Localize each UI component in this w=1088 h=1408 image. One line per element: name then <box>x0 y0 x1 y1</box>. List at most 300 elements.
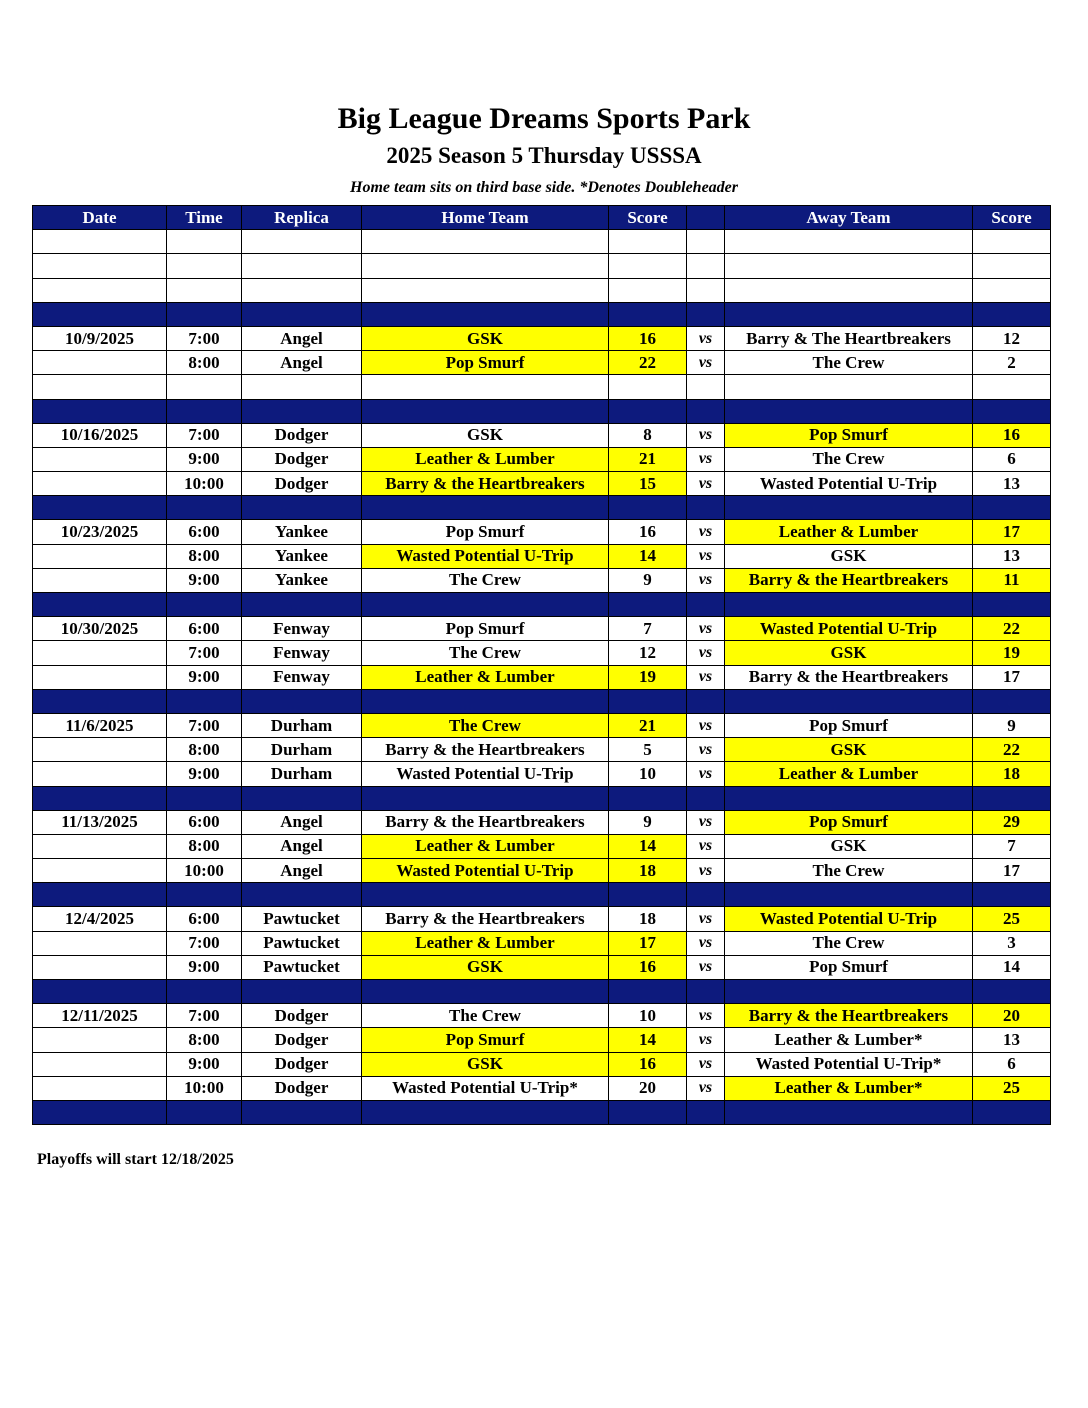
vs-cell: vs <box>687 665 725 689</box>
schedule-note: Home team sits on third base side. *Denotes Doubleheader <box>350 179 738 196</box>
game-row <box>33 326 1051 350</box>
date-cell <box>33 762 167 786</box>
replica-cell: Pawtucket <box>242 907 362 931</box>
away-team-cell: The Crew <box>725 859 973 883</box>
schedule-body <box>33 230 1051 1125</box>
separator-row <box>33 883 1051 907</box>
home-score-cell: 18 <box>609 907 687 931</box>
blank-cell <box>973 278 1051 302</box>
away-score-cell: 6 <box>973 447 1051 471</box>
away-team-cell: Wasted Potential U-Trip <box>725 472 973 496</box>
blank-cell <box>362 1100 609 1124</box>
game-row <box>33 641 1051 665</box>
replica-cell: Dodger <box>242 1052 362 1076</box>
blank-cell <box>167 230 242 254</box>
blank-cell <box>725 689 973 713</box>
home-team-cell: The Crew <box>362 1004 609 1028</box>
vs-cell: vs <box>687 1028 725 1052</box>
home-team-cell: Wasted Potential U-Trip* <box>362 1076 609 1100</box>
away-team-cell: Barry & the Heartbreakers <box>725 1004 973 1028</box>
blank-cell <box>167 883 242 907</box>
replica-cell: Angel <box>242 834 362 858</box>
away-team-cell: Barry & the Heartbreakers <box>725 665 973 689</box>
vs-cell: vs <box>687 931 725 955</box>
col-replica-header: Replica <box>242 206 362 230</box>
blank-cell <box>33 593 167 617</box>
game-row <box>33 472 1051 496</box>
home-score-cell: 20 <box>609 1076 687 1100</box>
blank-cell <box>973 399 1051 423</box>
away-team-cell: Leather & Lumber* <box>725 1028 973 1052</box>
blank-cell <box>33 230 167 254</box>
blank-cell <box>362 278 609 302</box>
away-score-cell: 29 <box>973 810 1051 834</box>
blank-cell <box>609 689 687 713</box>
blank-cell <box>687 230 725 254</box>
time-cell: 9:00 <box>167 762 242 786</box>
vs-cell: vs <box>687 738 725 762</box>
blank-cell <box>242 689 362 713</box>
replica-cell: Dodger <box>242 423 362 447</box>
away-score-cell: 19 <box>973 641 1051 665</box>
time-cell: 6:00 <box>167 907 242 931</box>
home-team-cell: Barry & the Heartbreakers <box>362 472 609 496</box>
replica-cell: Fenway <box>242 641 362 665</box>
home-team-cell: Leather & Lumber <box>362 931 609 955</box>
away-score-cell: 13 <box>973 472 1051 496</box>
home-team-cell: The Crew <box>362 713 609 737</box>
blank-cell <box>242 786 362 810</box>
game-row <box>33 665 1051 689</box>
away-score-cell: 11 <box>973 568 1051 592</box>
blank-cell <box>33 278 167 302</box>
away-team-cell: The Crew <box>725 447 973 471</box>
away-team-cell: Barry & the Heartbreakers <box>725 568 973 592</box>
date-cell <box>33 568 167 592</box>
vs-cell: vs <box>687 955 725 979</box>
time-cell: 10:00 <box>167 859 242 883</box>
blank-cell <box>167 786 242 810</box>
game-row <box>33 617 1051 641</box>
replica-cell: Yankee <box>242 568 362 592</box>
col-time-header: Time <box>167 206 242 230</box>
blank-cell <box>973 593 1051 617</box>
blank-cell <box>609 278 687 302</box>
away-team-cell: Pop Smurf <box>725 810 973 834</box>
blank-cell <box>242 980 362 1004</box>
blank-cell <box>242 375 362 399</box>
blank-cell <box>362 230 609 254</box>
home-score-cell: 22 <box>609 351 687 375</box>
page-title: Big League Dreams Sports Park <box>337 102 751 135</box>
home-score-cell: 7 <box>609 617 687 641</box>
blank-cell <box>725 883 973 907</box>
away-score-cell: 13 <box>973 544 1051 568</box>
date-cell: 10/9/2025 <box>33 326 167 350</box>
blank-cell <box>362 254 609 278</box>
replica-cell: Angel <box>242 326 362 350</box>
time-cell: 9:00 <box>167 447 242 471</box>
home-score-cell: 19 <box>609 665 687 689</box>
replica-cell: Angel <box>242 859 362 883</box>
away-team-cell: Leather & Lumber <box>725 520 973 544</box>
time-cell: 9:00 <box>167 955 242 979</box>
game-row <box>33 351 1051 375</box>
blank-cell <box>33 786 167 810</box>
home-team-cell: The Crew <box>362 568 609 592</box>
game-row <box>33 1052 1051 1076</box>
vs-cell: vs <box>687 1052 725 1076</box>
home-score-cell: 14 <box>609 1028 687 1052</box>
separator-row <box>33 980 1051 1004</box>
home-team-cell: GSK <box>362 423 609 447</box>
blank-cell <box>725 254 973 278</box>
separator-row <box>33 593 1051 617</box>
blank-cell <box>167 302 242 326</box>
vs-cell: vs <box>687 834 725 858</box>
blank-cell <box>167 593 242 617</box>
time-cell: 9:00 <box>167 1052 242 1076</box>
blank-cell <box>687 980 725 1004</box>
blank-cell <box>242 496 362 520</box>
blank-cell <box>973 1100 1051 1124</box>
time-cell: 7:00 <box>167 326 242 350</box>
home-team-cell: Barry & the Heartbreakers <box>362 810 609 834</box>
date-cell: 11/13/2025 <box>33 810 167 834</box>
replica-cell: Pawtucket <box>242 931 362 955</box>
blank-cell <box>973 786 1051 810</box>
home-team-cell: Pop Smurf <box>362 1028 609 1052</box>
away-team-cell: The Crew <box>725 931 973 955</box>
home-team-cell: Pop Smurf <box>362 520 609 544</box>
game-row <box>33 810 1051 834</box>
time-cell: 6:00 <box>167 810 242 834</box>
blank-cell <box>725 375 973 399</box>
empty-row <box>33 254 1051 278</box>
blank-cell <box>725 230 973 254</box>
col-vs-header <box>687 206 725 230</box>
replica-cell: Fenway <box>242 665 362 689</box>
replica-cell: Pawtucket <box>242 955 362 979</box>
blank-cell <box>609 593 687 617</box>
home-score-cell: 17 <box>609 931 687 955</box>
away-team-cell: Pop Smurf <box>725 423 973 447</box>
home-score-cell: 21 <box>609 713 687 737</box>
home-team-cell: GSK <box>362 955 609 979</box>
replica-cell: Fenway <box>242 617 362 641</box>
blank-cell <box>362 593 609 617</box>
home-score-cell: 16 <box>609 1052 687 1076</box>
game-row <box>33 834 1051 858</box>
blank-cell <box>973 302 1051 326</box>
blank-cell <box>33 375 167 399</box>
home-team-cell: Leather & Lumber <box>362 834 609 858</box>
home-team-cell: Barry & the Heartbreakers <box>362 907 609 931</box>
blank-cell <box>687 883 725 907</box>
blank-cell <box>167 689 242 713</box>
date-cell: 12/4/2025 <box>33 907 167 931</box>
vs-cell: vs <box>687 617 725 641</box>
blank-cell <box>167 1100 242 1124</box>
home-team-cell: Wasted Potential U-Trip <box>362 859 609 883</box>
blank-cell <box>242 254 362 278</box>
blank-cell <box>33 302 167 326</box>
away-score-cell: 14 <box>973 955 1051 979</box>
blank-cell <box>242 399 362 423</box>
col-away-score-header: Score <box>973 206 1051 230</box>
blank-cell <box>687 689 725 713</box>
blank-cell <box>687 278 725 302</box>
empty-row <box>33 375 1051 399</box>
date-cell: 11/6/2025 <box>33 713 167 737</box>
blank-cell <box>362 689 609 713</box>
blank-cell <box>725 399 973 423</box>
date-cell <box>33 955 167 979</box>
home-score-cell: 8 <box>609 423 687 447</box>
replica-cell: Angel <box>242 351 362 375</box>
away-team-cell: Leather & Lumber <box>725 762 973 786</box>
vs-cell: vs <box>687 641 725 665</box>
blank-cell <box>725 278 973 302</box>
page-subtitle: 2025 Season 5 Thursday USSSA <box>386 143 702 168</box>
replica-cell: Dodger <box>242 472 362 496</box>
date-cell <box>33 1052 167 1076</box>
home-score-cell: 10 <box>609 762 687 786</box>
blank-cell <box>362 786 609 810</box>
vs-cell: vs <box>687 447 725 471</box>
home-team-cell: Pop Smurf <box>362 617 609 641</box>
blank-cell <box>362 375 609 399</box>
vs-cell: vs <box>687 1004 725 1028</box>
game-row <box>33 568 1051 592</box>
time-cell: 9:00 <box>167 665 242 689</box>
col-away-team-header: Away Team <box>725 206 973 230</box>
blank-cell <box>362 883 609 907</box>
blank-cell <box>362 496 609 520</box>
away-team-cell: Barry & The Heartbreakers <box>725 326 973 350</box>
game-row <box>33 1028 1051 1052</box>
blank-cell <box>973 375 1051 399</box>
game-row <box>33 762 1051 786</box>
col-date-header: Date <box>33 206 167 230</box>
vs-cell: vs <box>687 859 725 883</box>
game-row <box>33 713 1051 737</box>
away-score-cell: 22 <box>973 738 1051 762</box>
away-team-cell: GSK <box>725 544 973 568</box>
blank-cell <box>973 254 1051 278</box>
away-score-cell: 25 <box>973 1076 1051 1100</box>
blank-cell <box>687 786 725 810</box>
blank-cell <box>609 786 687 810</box>
blank-cell <box>725 1100 973 1124</box>
time-cell: 6:00 <box>167 617 242 641</box>
away-team-cell: GSK <box>725 738 973 762</box>
blank-cell <box>362 399 609 423</box>
away-team-cell: Wasted Potential U-Trip <box>725 617 973 641</box>
date-cell <box>33 859 167 883</box>
game-row <box>33 931 1051 955</box>
vs-cell: vs <box>687 423 725 447</box>
time-cell: 10:00 <box>167 1076 242 1100</box>
time-cell: 7:00 <box>167 423 242 447</box>
date-cell <box>33 351 167 375</box>
blank-cell <box>167 254 242 278</box>
blank-cell <box>687 1100 725 1124</box>
game-row <box>33 423 1051 447</box>
time-cell: 8:00 <box>167 1028 242 1052</box>
replica-cell: Durham <box>242 738 362 762</box>
away-score-cell: 18 <box>973 762 1051 786</box>
time-cell: 9:00 <box>167 568 242 592</box>
away-team-cell: Pop Smurf <box>725 955 973 979</box>
date-cell <box>33 738 167 762</box>
vs-cell: vs <box>687 568 725 592</box>
home-score-cell: 16 <box>609 520 687 544</box>
home-score-cell: 5 <box>609 738 687 762</box>
playoffs-note: Playoffs will start 12/18/2025 <box>37 1151 234 1168</box>
date-cell: 10/23/2025 <box>33 520 167 544</box>
date-cell <box>33 931 167 955</box>
blank-cell <box>362 980 609 1004</box>
blank-cell <box>609 302 687 326</box>
blank-cell <box>725 496 973 520</box>
game-row <box>33 907 1051 931</box>
vs-cell: vs <box>687 713 725 737</box>
blank-cell <box>609 980 687 1004</box>
home-team-cell: Leather & Lumber <box>362 447 609 471</box>
away-score-cell: 20 <box>973 1004 1051 1028</box>
blank-cell <box>725 980 973 1004</box>
home-score-cell: 16 <box>609 955 687 979</box>
blank-cell <box>362 302 609 326</box>
blank-cell <box>167 399 242 423</box>
vs-cell: vs <box>687 544 725 568</box>
home-score-cell: 16 <box>609 326 687 350</box>
game-row <box>33 1076 1051 1100</box>
blank-cell <box>973 230 1051 254</box>
replica-cell: Dodger <box>242 1028 362 1052</box>
away-score-cell: 9 <box>973 713 1051 737</box>
schedule-table <box>32 205 1051 1125</box>
home-score-cell: 12 <box>609 641 687 665</box>
away-score-cell: 3 <box>973 931 1051 955</box>
replica-cell: Yankee <box>242 544 362 568</box>
replica-cell: Yankee <box>242 520 362 544</box>
away-team-cell: GSK <box>725 641 973 665</box>
replica-cell: Angel <box>242 810 362 834</box>
time-cell: 8:00 <box>167 544 242 568</box>
home-score-cell: 9 <box>609 568 687 592</box>
blank-cell <box>167 980 242 1004</box>
home-score-cell: 15 <box>609 472 687 496</box>
away-score-cell: 2 <box>973 351 1051 375</box>
date-cell: 12/11/2025 <box>33 1004 167 1028</box>
blank-cell <box>687 496 725 520</box>
vs-cell: vs <box>687 810 725 834</box>
blank-cell <box>725 786 973 810</box>
blank-cell <box>33 1100 167 1124</box>
date-cell <box>33 1076 167 1100</box>
home-team-cell: Barry & the Heartbreakers <box>362 738 609 762</box>
blank-cell <box>609 230 687 254</box>
game-row <box>33 738 1051 762</box>
date-cell <box>33 472 167 496</box>
separator-row <box>33 1100 1051 1124</box>
away-score-cell: 25 <box>973 907 1051 931</box>
date-cell: 10/30/2025 <box>33 617 167 641</box>
blank-cell <box>242 302 362 326</box>
game-row <box>33 544 1051 568</box>
header-row <box>33 206 1051 230</box>
blank-cell <box>609 1100 687 1124</box>
away-team-cell: GSK <box>725 834 973 858</box>
blank-cell <box>33 496 167 520</box>
home-score-cell: 14 <box>609 834 687 858</box>
away-score-cell: 12 <box>973 326 1051 350</box>
vs-cell: vs <box>687 472 725 496</box>
blank-cell <box>33 689 167 713</box>
vs-cell: vs <box>687 520 725 544</box>
home-team-cell: GSK <box>362 326 609 350</box>
date-cell <box>33 544 167 568</box>
time-cell: 8:00 <box>167 834 242 858</box>
blank-cell <box>725 593 973 617</box>
col-home-score-header: Score <box>609 206 687 230</box>
away-team-cell: Pop Smurf <box>725 713 973 737</box>
home-score-cell: 9 <box>609 810 687 834</box>
blank-cell <box>687 375 725 399</box>
date-cell <box>33 641 167 665</box>
blank-cell <box>687 302 725 326</box>
separator-row <box>33 786 1051 810</box>
replica-cell: Dodger <box>242 1076 362 1100</box>
vs-cell: vs <box>687 1076 725 1100</box>
vs-cell: vs <box>687 907 725 931</box>
time-cell: 7:00 <box>167 713 242 737</box>
blank-cell <box>33 254 167 278</box>
home-team-cell: Wasted Potential U-Trip <box>362 762 609 786</box>
vs-cell: vs <box>687 326 725 350</box>
away-team-cell: Wasted Potential U-Trip <box>725 907 973 931</box>
home-score-cell: 18 <box>609 859 687 883</box>
home-team-cell: GSK <box>362 1052 609 1076</box>
time-cell: 7:00 <box>167 1004 242 1028</box>
away-team-cell: Wasted Potential U-Trip* <box>725 1052 973 1076</box>
game-row <box>33 955 1051 979</box>
date-cell <box>33 1028 167 1052</box>
separator-row <box>33 399 1051 423</box>
time-cell: 6:00 <box>167 520 242 544</box>
away-score-cell: 17 <box>973 859 1051 883</box>
blank-cell <box>973 980 1051 1004</box>
away-score-cell: 17 <box>973 665 1051 689</box>
game-row <box>33 447 1051 471</box>
col-home-team-header: Home Team <box>362 206 609 230</box>
home-team-cell: Wasted Potential U-Trip <box>362 544 609 568</box>
blank-cell <box>687 254 725 278</box>
home-score-cell: 14 <box>609 544 687 568</box>
blank-cell <box>609 883 687 907</box>
time-cell: 10:00 <box>167 472 242 496</box>
home-team-cell: Pop Smurf <box>362 351 609 375</box>
game-row <box>33 520 1051 544</box>
away-team-cell: The Crew <box>725 351 973 375</box>
separator-row <box>33 496 1051 520</box>
away-score-cell: 17 <box>973 520 1051 544</box>
blank-cell <box>609 375 687 399</box>
blank-cell <box>33 980 167 1004</box>
home-team-cell: Leather & Lumber <box>362 665 609 689</box>
